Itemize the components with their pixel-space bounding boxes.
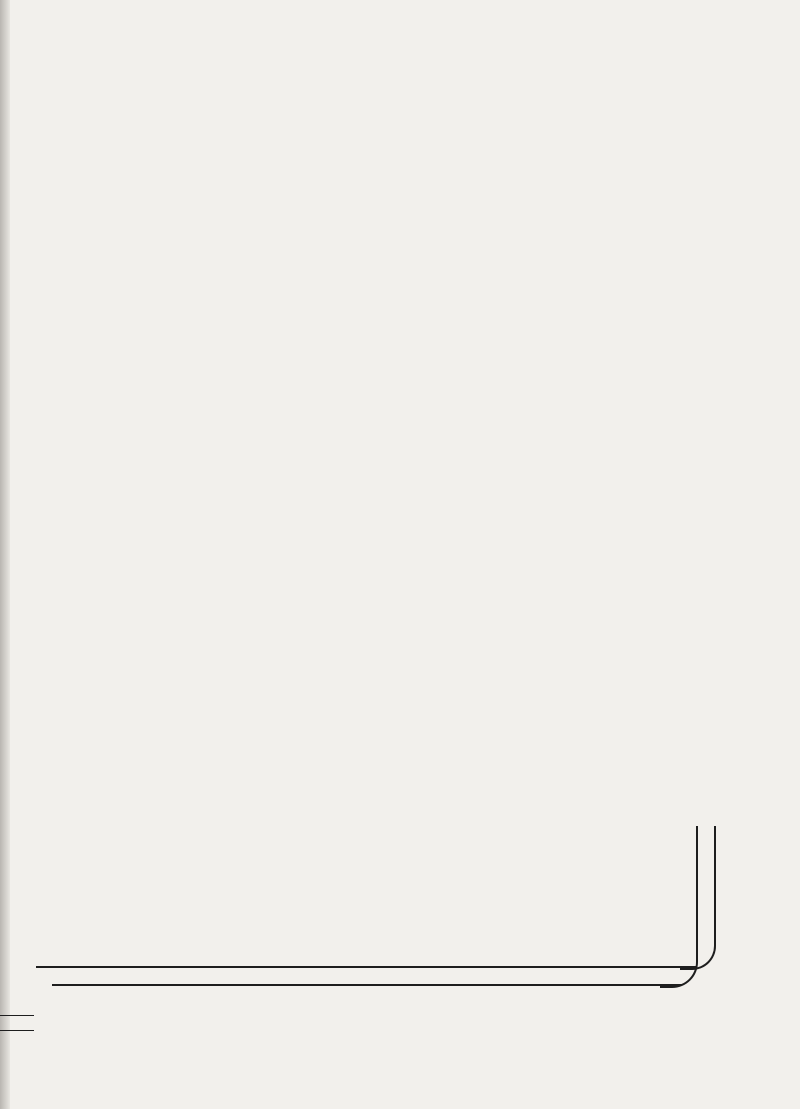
bottom-rule-lower (52, 984, 682, 986)
left-margin-rule-1 (0, 1015, 34, 1016)
decorative-bracket-inner (660, 826, 698, 988)
left-margin-rule-2 (0, 1030, 34, 1031)
page-binding-shadow (0, 0, 10, 1109)
bottom-rule-upper (36, 966, 696, 968)
